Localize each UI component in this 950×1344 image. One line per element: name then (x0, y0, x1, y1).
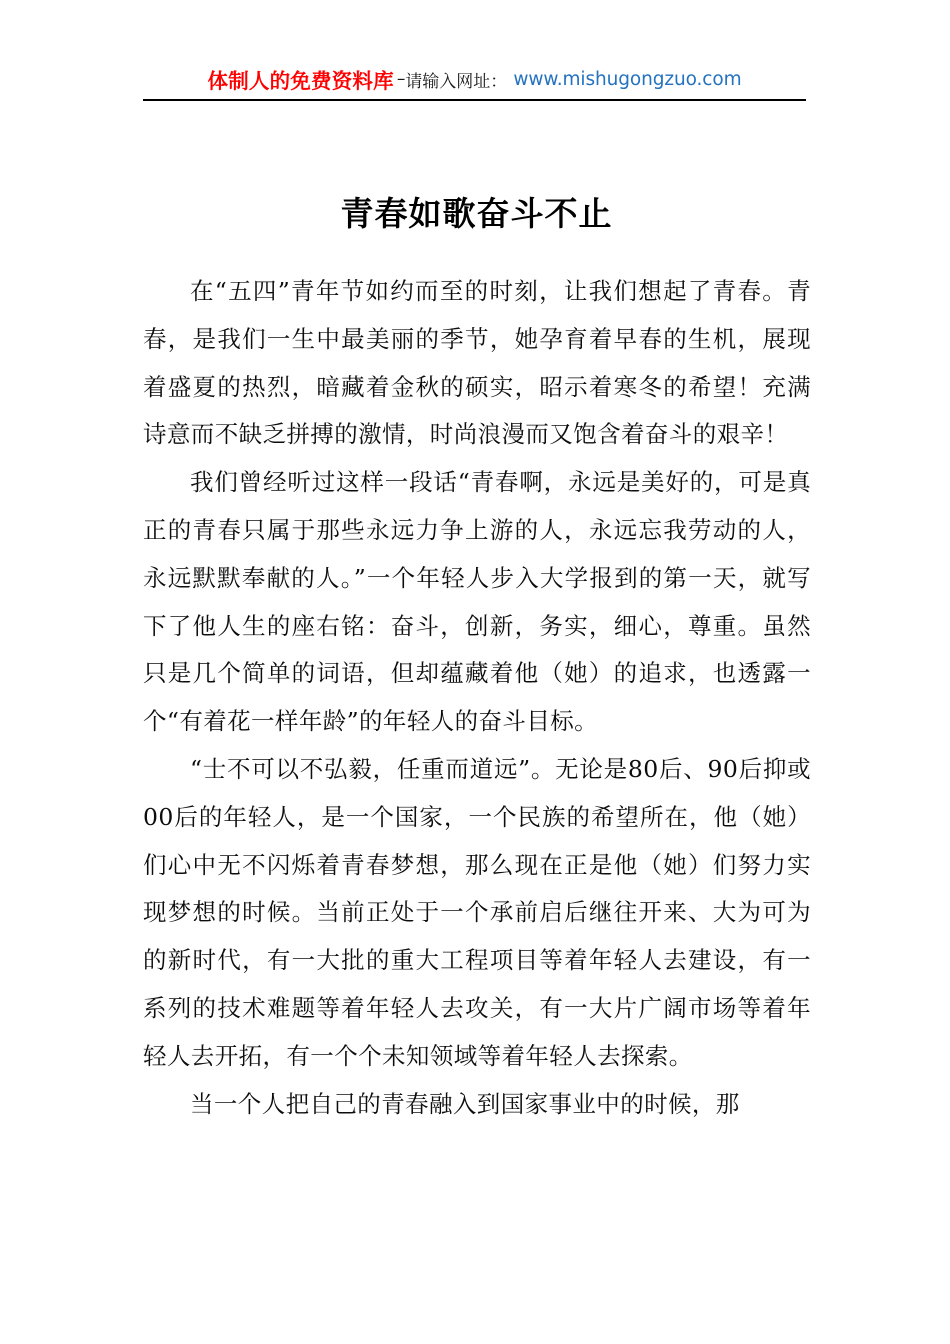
page-title: 青春如歌奋斗不止 (340, 194, 613, 234)
body-paragraph: 在“五四”青年节如约而至的时刻，让我们想起了青春。青春，是我们一生中最美丽的季节，她孕育着早春的生机，展现着盛夏的热烈，暗藏着金秋的硕实，昭示着寒冬的希望！充满诗意而不缺乏拼搏的激情，时尚浪漫而又饱含着奋斗的艰辛！ (143, 277, 811, 449)
header-separator: – (396, 69, 406, 89)
header-brand-text: 体制人的免费资料库 (207, 69, 394, 93)
header-divider-rule (143, 99, 806, 101)
header-prompt-label: 请输入网址： (405, 71, 508, 92)
page-header (143, 58, 806, 100)
body-paragraph: “士不可以不弘毅，任重而道远”。无论是80后、90后抑或00后的年轻人，是一个国家，一个民族的希望所在，他（她）们心中无不闪烁着青春梦想，那么现在正是他（她）们努力实现梦想的时候。当前正处于一个承前启后继往开来、大为可为的新时代，有一大批的重大工程项目等着年轻人去建设，有一系列的技术难题等着年轻人去攻关，有一大片广阔市场等着年轻人去开拓，有一个个未知领域等着年轻人去探索。 (143, 754, 811, 1070)
header-website-url[interactable]: www.mishugongzuo.com (513, 68, 742, 90)
document-body (143, 268, 811, 1128)
body-paragraph: 我们曾经听过这样一段话“青春啊，永远是美好的，可是真正的青春只属于那些永远力争上游的人，永远忘我劳动的人，永远默默奉献的人。”一个年轻人步入大学报到的第一天，就写下了他人生的座右铭：奋斗，创新，务实，细心，尊重。虽然只是几个简单的词语，但却蕴藏着他（她）的追求，也透露一个“有着花一样年龄”的年轻人的奋斗目标。 (143, 468, 811, 736)
body-paragraph: 当一个人把自己的青春融入到国家事业中的时候，那 (190, 1089, 740, 1118)
